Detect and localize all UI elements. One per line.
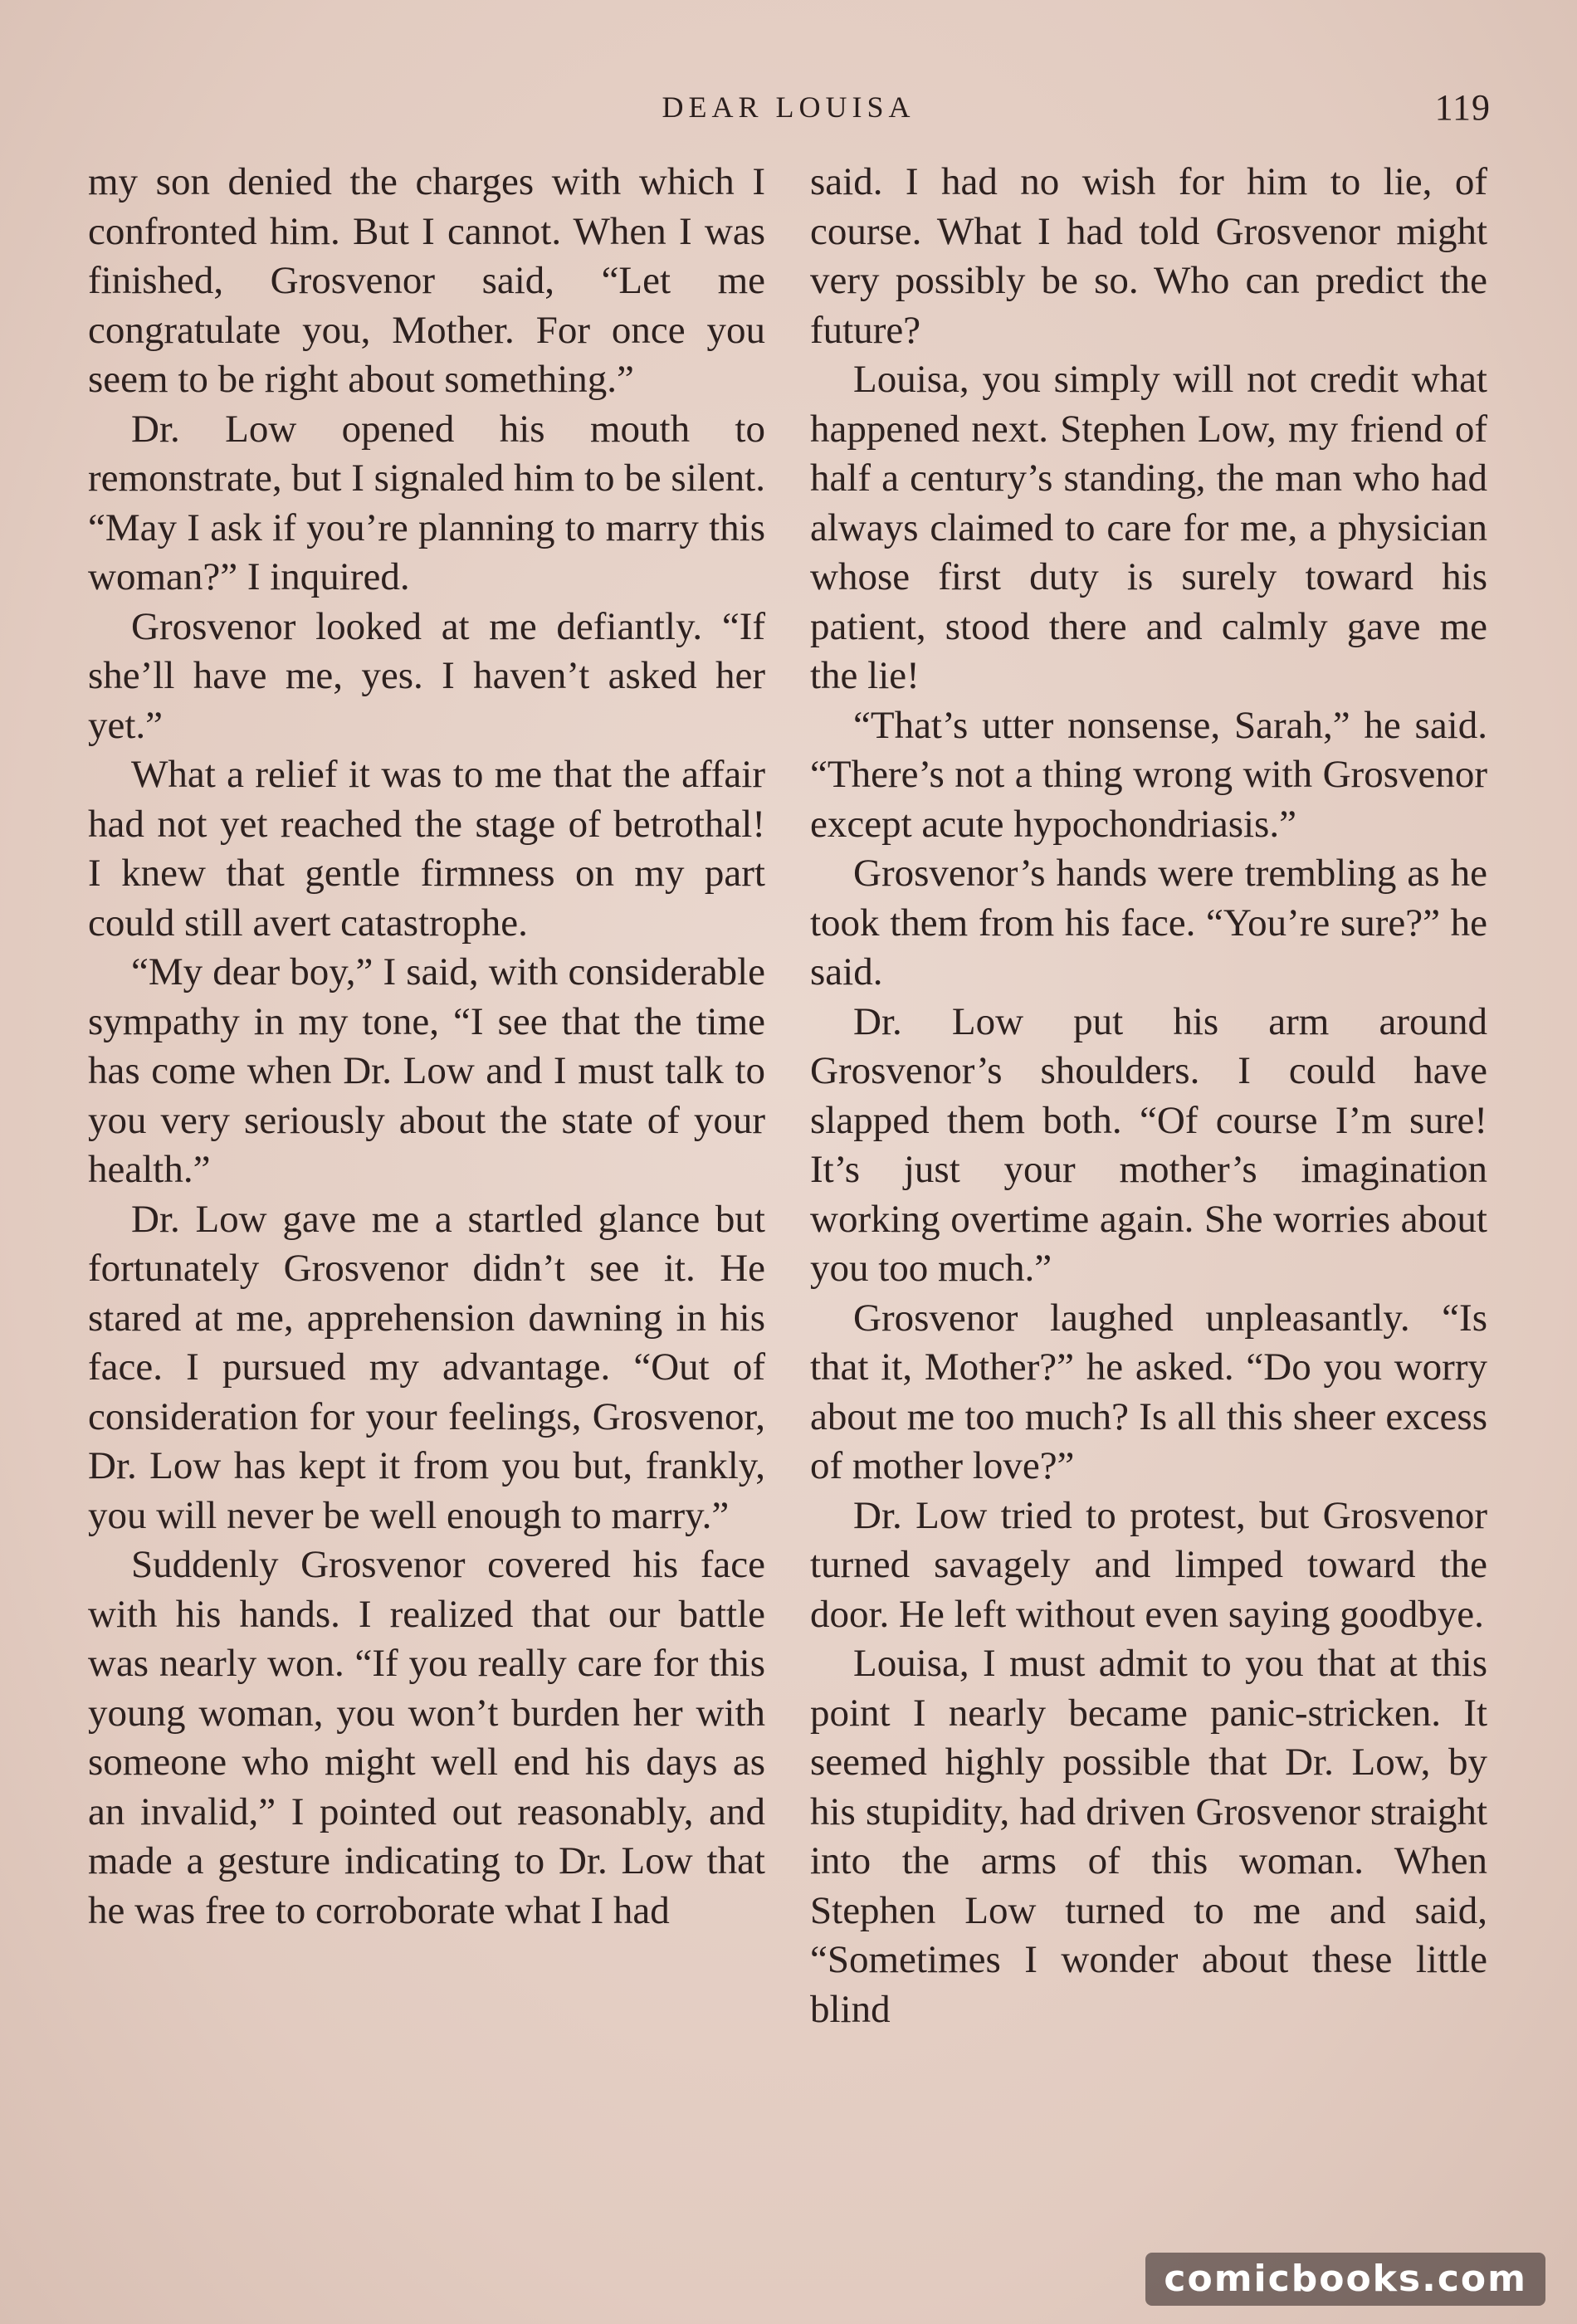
page-number: 119 — [1434, 87, 1491, 128]
paragraph: my son denied the charges with which I confronted him. But I cannot. When I was finished, Grosvenor said, “Let me congratulate you, Mother. For once you seem to be right about something.” — [88, 160, 765, 401]
source-watermark: comicbooks.com — [1145, 2253, 1545, 2306]
paragraph: Dr. Low tried to protest, but Grosvenor turned savagely and limped toward the door. He left without even saying goodbye. — [810, 1493, 1487, 1636]
paragraph: Grosvenor looked at me defiantly. “If she’ll have me, yes. I haven’t asked her yet.” — [88, 604, 765, 747]
paragraph: Dr. Low gave me a startled glance but fortunately Grosvenor didn’t see it. He stared at me, apprehension dawning in his face. I pursued my advantage. “Out of consideration for your feelings, Grosvenor, Dr. Low has kept it from you but, frankly, you will never be well enough to marry.” — [88, 1197, 765, 1537]
paragraph: Suddenly Grosvenor covered his face with his hands. I realized that our battle was nearly won. “If you really care for this young woman, you won’t burden her with someone who might well end his days as an invalid,” I pointed out reasonably, and made a gesture indicating to Dr. Low that he was free to corroborate what I had — [88, 1543, 765, 1932]
paragraph: Grosvenor laughed unpleasantly. “Is that it, Mother?” he asked. “Do you worry about me too much? Is all this sheer excess of mother love?” — [810, 1296, 1487, 1487]
right-column — [810, 158, 1487, 2034]
paragraph: Grosvenor’s hands were trembling as he took them from his face. “You’re sure?” he said. — [810, 852, 1487, 994]
paragraph: said. I had no wish for him to lie, of course. What I had told Grosvenor might very possibly be so. Who can predict the future? — [810, 160, 1487, 352]
paragraph: “My dear boy,” I said, with considerable sympathy in my tone, “I see that the time has come when Dr. Low and I must talk to you very seriously about the state of your health.” — [88, 950, 765, 1191]
paragraph: What a relief it was to me that the affair had not yet reached the stage of betrothal! I knew that gentle firmness on my part could still avert catastrophe. — [88, 753, 765, 945]
paragraph: Louisa, you simply will not credit what happened next. Stephen Low, my friend of half a century’s standing, the man who had always claimed to care for me, a physician whose first duty is surely toward his patient, stood there and calmly gave me the lie! — [810, 358, 1487, 697]
running-title: DEAR LOUISA — [662, 90, 915, 124]
paragraph: Dr. Low opened his mouth to remonstrate, but I signaled him to be silent. “May I ask if you’re planning to marry this woman?” I inquired. — [88, 407, 765, 598]
paragraph: Louisa, I must admit to you that at this point I nearly became panic-stricken. It seemed highly possible that Dr. Low, by his stupidity, had driven Grosvenor straight into the arms of this woman. When Stephen Low turned to me and said, “Sometimes I wonder about these little blind — [810, 1642, 1487, 2031]
running-head — [83, 87, 1494, 139]
paragraph: Dr. Low put his arm around Grosvenor’s shoulders. I could have slapped them both. “Of course I’m sure! It’s just your mother’s imagination working overtime again. She worries about you too much.” — [810, 999, 1487, 1290]
paragraph: “That’s utter nonsense, Sarah,” he said. “There’s not a thing wrong with Grosvenor except acute hypochondriasis.” — [810, 703, 1487, 846]
left-column — [88, 158, 765, 1936]
